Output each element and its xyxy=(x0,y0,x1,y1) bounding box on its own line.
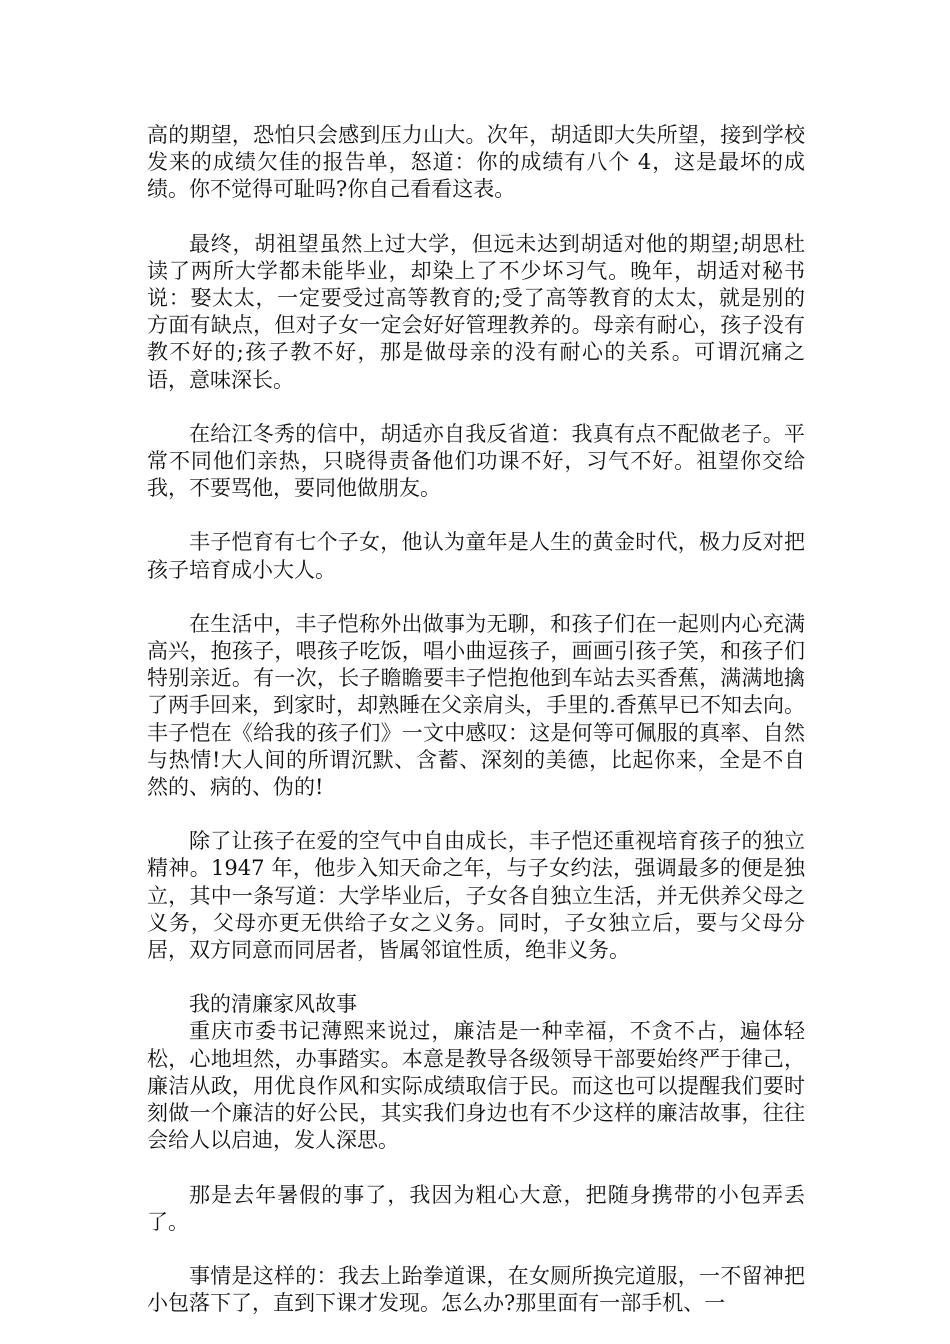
paragraph-1: 高的期望，恐怕只会感到压力山大。次年，胡适即大失所望，接到学校发来的成绩欠佳的报告单，怒道：你的成绩有八个 4，这是最坏的成绩。你不觉得可耻吗?你自己看看这表。 xyxy=(147,123,805,202)
document-body xyxy=(147,122,805,1344)
paragraph-5: 在生活中，丰子恺称外出做事为无聊，和孩子们在一起则内心充满高兴，抱孩子，喂孩子吃饭，唱小曲逗孩子，画画引孩子笑，和孩子们特别亲近。有一次，长子瞻瞻要丰子恺抱他到车站去买香蕉，满满地擒了两手回来，到家时，却熟睡在父亲肩头，手里的.香蕉早已不知去向。丰子恺在《给我的孩子们》一文中感叹：这是何等可佩服的真率、自然与热情!大人间的所谓沉默、含蓄、深刻的美德，比起你来，全是不自然的、病的、伪的! xyxy=(147,611,805,800)
paragraph-2: 最终，胡祖望虽然上过大学，但远未达到胡适对他的期望;胡思杜读了两所大学都未能毕业，却染上了不少坏习气。晚年，胡适对秘书说：娶太太，一定要受过高等教育的;受了高等教育的太太，就是别的方面有缺点，但对子女一定会好好管理教养的。母亲有耐心，孩子没有教不好的;孩子教不好，那是做母亲的没有耐心的关系。可谓沉痛之语，意味深长。 xyxy=(147,231,805,392)
paragraph-3: 在给江冬秀的信中，胡适亦自我反省道：我真有点不配做老子。平常不同他们亲热，只晓得责备他们功课不好，习气不好。祖望你交给我，不要骂他，要同他做朋友。 xyxy=(147,421,805,501)
paragraph-6: 除了让孩子在爱的空气中自由成长，丰子恺还重视培育孩子的独立精神。1947 年，他步入知天命之年，与子女约法，强调最多的便是独立，其中一条写道：大学毕业后，子女各自独立生活，并无供养父母之义务，父母亦更无供给子女之义务。同时，子女独立后，要与父母分居，双方同意而同居者，皆属邻谊性质，绝非义务。 xyxy=(147,829,805,963)
section-heading: 我的清廉家风故事 xyxy=(189,992,357,1017)
paragraph-7: 重庆市委书记薄熙来说过，廉洁是一种幸福，不贪不占，遍体轻松，心地坦然，办事踏实。本意是教导各级领导干部要始终严于律己，廉洁从政，用优良作风和实际成绩取信于民。而这也可以提醒我们要时刻做一个廉洁的好公民，其实我们身边也有不少这样的廉洁故事，往往会给人以启迪，发人深思。 xyxy=(147,1019,805,1153)
paragraph-9: 事情是这样的：我去上跆拳道课，在女厕所换完道服，一不留神把小包落下了，直到下课才发现。怎么办?那里面有一部手机、一 xyxy=(147,1263,805,1316)
paragraph-8: 那是去年暑假的事了，我因为粗心大意，把随身携带的小包弄丢了。 xyxy=(147,1182,805,1234)
paragraph-4: 丰子恺育有七个子女，他认为童年是人生的黄金时代，极力反对把孩子培育成小大人。 xyxy=(147,530,805,582)
